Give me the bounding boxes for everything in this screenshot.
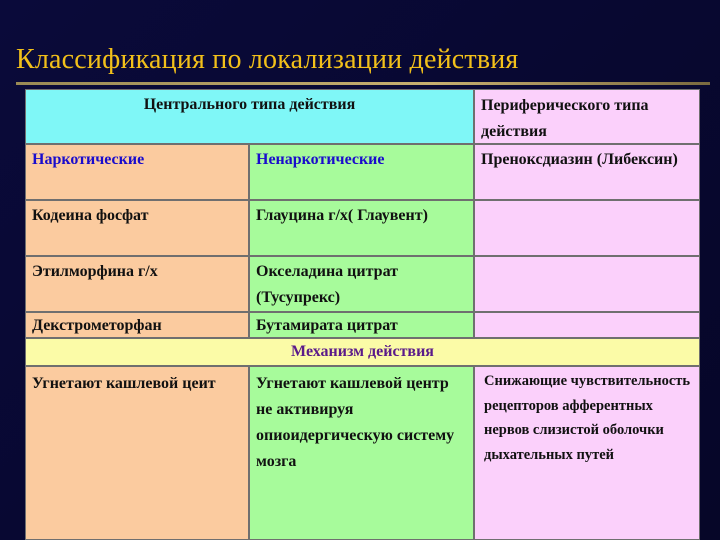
narcotic-drug-1: Кодеина фосфат bbox=[32, 207, 149, 224]
subheader-non-narcotic-text: Ненаркотические bbox=[256, 151, 385, 168]
table-row-peripheral-empty bbox=[474, 200, 700, 256]
mechanism-peripheral bbox=[474, 366, 700, 540]
mechanism-non-narcotic bbox=[249, 366, 474, 540]
table-row-non-narcotic bbox=[249, 200, 474, 256]
mechanism-narcotic-text: Угнетают кашлевой цеит bbox=[32, 375, 216, 392]
header-peripheral-text: Периферического типа действия bbox=[481, 97, 649, 140]
page-title: Классификация по локализации действия bbox=[16, 44, 519, 75]
header-central-text: Центрального типа действия bbox=[143, 96, 356, 113]
mechanism-title: Механизм действия bbox=[291, 343, 434, 360]
mechanism-narcotic bbox=[25, 366, 249, 540]
header-peripheral bbox=[474, 89, 700, 144]
non-narcotic-drug-1: Глауцина г/х( Глаувент) bbox=[256, 207, 428, 224]
non-narcotic-drug-2: Окселадина цитрат (Тусупрекс) bbox=[256, 263, 399, 306]
narcotic-drug-2: Этилморфина г/х bbox=[32, 263, 158, 280]
mechanism-peripheral-text: Снижающие чувствительность рецепторов афферентных нервов слизистой оболочки дыхательных путей bbox=[484, 373, 691, 463]
table-row-non-narcotic bbox=[249, 256, 474, 312]
table-row-non-narcotic bbox=[249, 312, 474, 338]
header-central bbox=[25, 89, 474, 144]
non-narcotic-drug-3: Бутамирата цитрат bbox=[256, 317, 398, 334]
table-row-peripheral-empty bbox=[474, 256, 700, 312]
subheader-peripheral-drug bbox=[474, 144, 700, 200]
subheader-peripheral-drug-text: Преноксдиазин (Либексин) bbox=[481, 151, 678, 168]
table-row-narcotic bbox=[25, 312, 249, 338]
mechanism-non-narcotic-text: Угнетают кашлевой центр не активируя опиоидергическую систему мозга bbox=[256, 375, 455, 470]
mechanism-header bbox=[25, 338, 700, 366]
subheader-narcotic bbox=[25, 144, 249, 200]
title-underline bbox=[16, 82, 710, 85]
table-row-narcotic bbox=[25, 256, 249, 312]
table-row-narcotic bbox=[25, 200, 249, 256]
subheader-non-narcotic bbox=[249, 144, 474, 200]
subheader-narcotic-text: Наркотические bbox=[32, 151, 145, 168]
narcotic-drug-3: Декстрометорфан bbox=[32, 317, 162, 334]
table-row-peripheral-empty bbox=[474, 312, 700, 338]
